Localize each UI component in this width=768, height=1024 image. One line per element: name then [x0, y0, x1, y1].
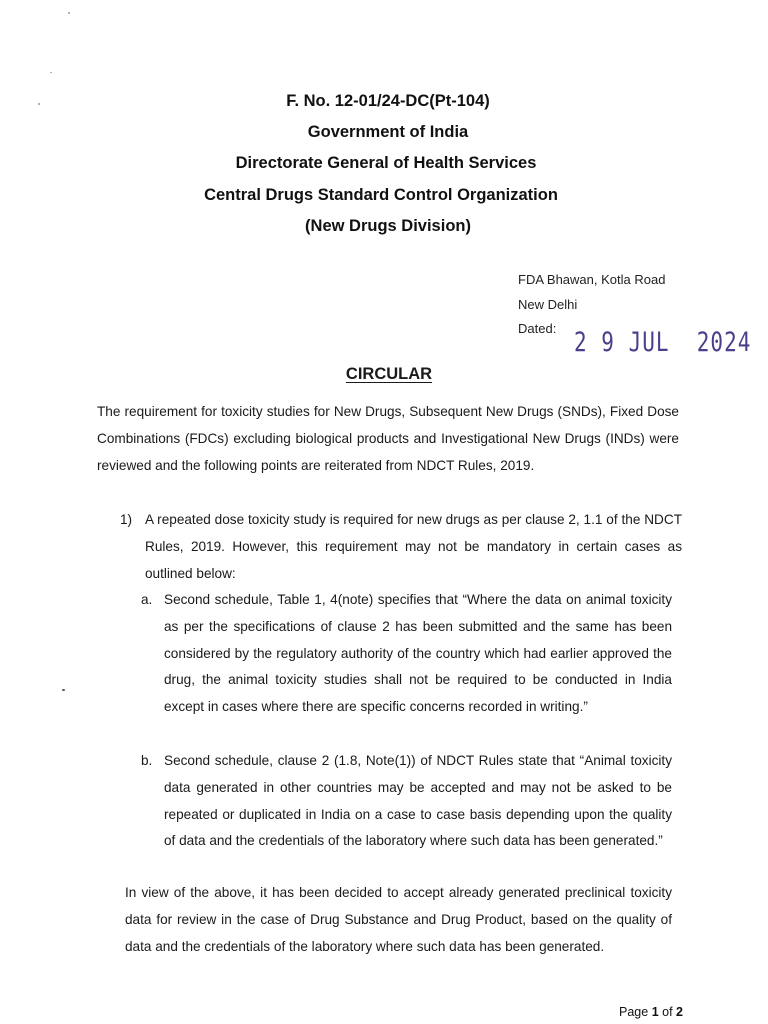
date-stamp: 2 9 JUL 2024 [574, 327, 752, 357]
intro-paragraph: The requirement for toxicity studies for New Drugs, Subsequent New Drugs (SNDs), Fixed Dose Combinations (FDCs) excluding biological products and Investigational New Drugs (INDs) were reviewed and the following points are reiterated from NDCT Rules, 2019. [97, 404, 679, 473]
subpoint-letter: a. [141, 592, 153, 607]
page-total: 2 [676, 1005, 683, 1019]
subpoint-a [141, 587, 672, 721]
scan-speck [50, 72, 52, 73]
point-number: 1) [120, 512, 133, 527]
subpoint-text: Second schedule, Table 1, 4(note) specifies that “Where the data on animal toxicity as per the specifications of clause 2 has been submitted and the same has been considered by the regulatory authority of the country which had earlier approved the drug, the animal toxicity studies shall not be required to be conducted in India except in cases where there are specific concerns recorded in writing.” [164, 592, 672, 715]
page-number [619, 1005, 683, 1019]
circular-title: CIRCULAR [345, 365, 433, 383]
address-line-1: FDA Bhawan, Kotla Road [518, 272, 666, 287]
page-label: Page [619, 1005, 649, 1019]
numbered-point [120, 507, 682, 587]
organization-heading: Central Drugs Standard Control Organization [204, 186, 558, 204]
scan-speck [62, 689, 65, 691]
scan-speck [68, 12, 70, 14]
page-current: 1 [651, 1005, 659, 1019]
directorate-heading: Directorate General of Health Services [235, 154, 537, 172]
address-line-2: New Delhi [518, 297, 578, 312]
division-heading: (New Drugs Division) [305, 217, 471, 235]
subpoint-letter: b. [141, 753, 153, 768]
subpoint-b [141, 748, 672, 855]
conclusion-paragraph: In view of the above, it has been decided to accept already generated preclinical toxicity data for review in the case of Drug Substance and Drug Product, based on the quality of data and the credentials of the laboratory where such data has been generated. [125, 885, 672, 954]
government-heading: Government of India [307, 123, 469, 141]
of-label: of [662, 1005, 673, 1019]
point-text: A repeated dose toxicity study is required for new drugs as per clause 2, 1.1 of the NDCT Rules, 2019. However, this requirement may not be mandatory in certain cases as outlined below: [145, 512, 682, 581]
subpoint-text: Second schedule, clause 2 (1.8, Note(1)) of NDCT Rules state that “Animal toxicity data generated in other countries may be accepted and may not be asked to be repeated or duplicated in India on a case to case basis depending upon the quality of data and the credentials of the laboratory where such data has been generated.” [164, 753, 672, 849]
dated-label: Dated: [518, 321, 557, 336]
file-number: F. No. 12-01/24-DC(Pt-104) [286, 92, 490, 110]
